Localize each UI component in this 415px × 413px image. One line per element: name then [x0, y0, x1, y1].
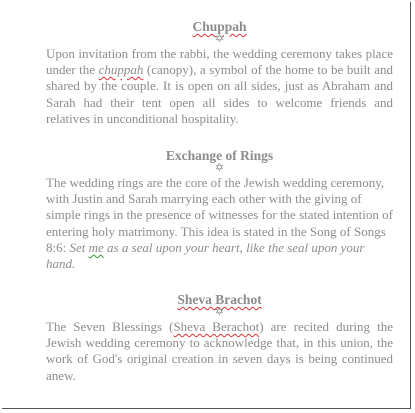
section-heading: Exchange of Rings: [165, 148, 274, 163]
section-sheva-brachot: [46, 292, 393, 384]
quote-word: me: [88, 239, 104, 255]
star-of-david-icon: ✡: [214, 33, 225, 45]
term-sheva-berachot: Sheva Berachot: [173, 319, 260, 334]
section-heading: Sheva Brachot: [177, 292, 262, 307]
section-paragraph: Upon invitation from the rabbi, the wedding ceremony takes place under the chuppah (canopy), a symbol of the home to be built and shared by the couple. It is open on all sides, just as Abraham and Sarah had their tent open all sides to welcome friends and relatives in unconditional hospitality.: [46, 46, 393, 126]
star-of-david-icon: ✡: [214, 162, 225, 174]
star-of-david-icon: ✡: [214, 306, 225, 318]
term-chuppah: chuppah: [98, 62, 144, 78]
document-page: [2, 2, 411, 409]
section-paragraph: The Seven Blessings (Sheva Berachot) are recited during the Jewish wedding ceremony to acknowledge that, in this union, the work of God's original creation in seven days is being continued anew.: [46, 319, 393, 383]
section-exchange-of-rings: [46, 148, 393, 272]
section-chuppah: [46, 19, 393, 127]
section-heading: Chuppah: [192, 19, 247, 34]
section-paragraph: The wedding rings are the core of the Jewish wedding ceremony, with Justin and Sarah marrying each other with the giving of simple rings in the presence of witnesses for the stated intention of entering holy matrimony. This idea is stated in the Song of Songs 8:6: Set me as a seal upon your heart, like the seal upon your hand.: [46, 175, 393, 272]
